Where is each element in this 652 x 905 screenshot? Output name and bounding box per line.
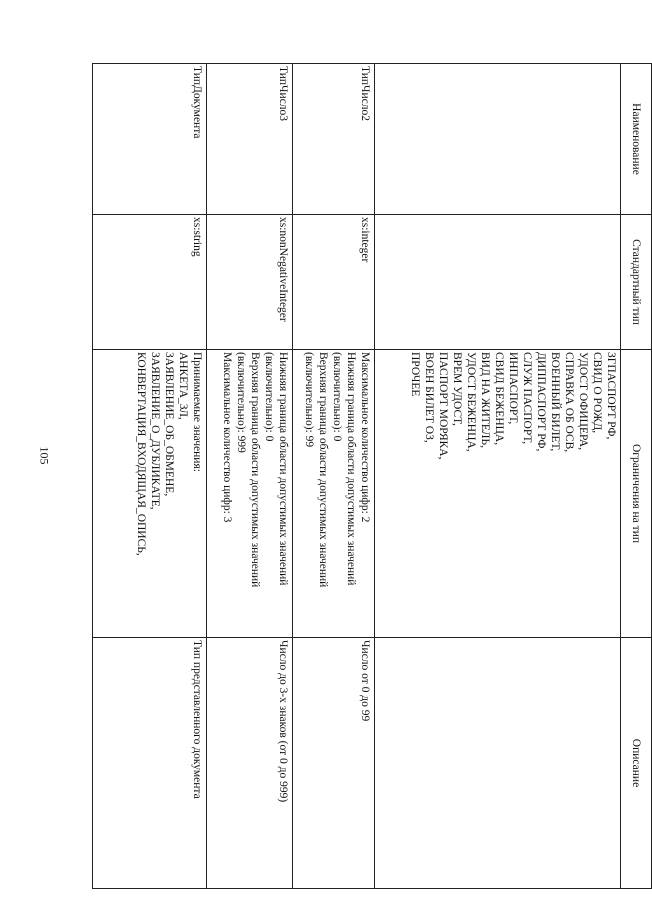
restriction-value: УДОСТ БЕЖЕНЦА, [465,352,477,452]
header-restrictions: Ограничения на тип [621,350,652,638]
cell-standard-type: xs:integer [293,215,375,350]
restriction-line: Нижняя граница области допустимых значений (включительно): 0 [331,352,357,586]
restriction-value: ИНПАСПОРТ, [507,352,519,425]
restriction-line: Максимальное количество цифр: 3 [221,352,233,523]
table-row [93,64,207,889]
table-header-row [621,64,652,889]
restriction-value: ВРЕМ УДОСТ, [451,352,463,426]
rotated-table-container [92,63,652,888]
cell-restrictions [207,350,293,638]
cell-standard-type: xs:string [93,215,207,350]
restriction-value: СЛУЖ ПАСПОРТ, [521,352,533,445]
cell-description: Число до 3-х знаков (от 0 до 999) [207,638,293,889]
type-restrictions-table [92,63,652,889]
header-description: Описание [621,638,652,889]
restriction-value: ВОЕННЫЙ БИЛЕТ, [549,352,561,452]
restriction-value: ДИППАСПОРТ РФ, [535,352,547,452]
restriction-line: Верхняя граница области допустимых значений (включительно): 99 [303,352,329,588]
restriction-value: СВИД БЕЖЕНЦА, [493,352,505,446]
restriction-value: ВОЕН БИЛЕТ ОЗ, [423,352,435,443]
restriction-value: СПРАВКА ОБ ОСВ, [563,352,575,453]
restriction-line: Нижняя граница области допустимых значений (включительно): 0 [263,352,289,586]
cell-description: Тип представленного документа [93,638,207,889]
restriction-line: ЗАЯВЛЕНИЕ_ОБ_ОБМЕНЕ, [163,352,175,497]
restriction-line: АНКЕТА_ЗЛ, [177,352,189,420]
table-row [293,64,375,889]
cell-standard-type: xs:nonNegativeInteger [207,215,293,350]
restriction-line: Верхняя граница области допустимых значений (включительно): 999 [235,352,261,588]
cell-name: ТипЧисло3 [207,64,293,215]
restriction-value: УДОСТ ОФИЦЕРА, [577,352,589,451]
cell-name-empty [375,64,621,215]
restriction-line: КОНВЕРТАЦИЯ_ВХОДЯЩАЯ_ОПИСЬ, [135,352,147,556]
restriction-value: ВИД НА ЖИТЕЛЬ, [479,352,491,448]
cell-name: ТипЧисло2 [293,64,375,215]
restriction-line: Принимаемые значения: [191,352,203,472]
restriction-line: ЗАЯВЛЕНИЕ_О_ДУБЛИКАТЕ, [149,352,161,510]
cell-name: ТипДокумента [93,64,207,215]
table-row-continued [375,64,621,889]
page-number: 105 [37,446,52,465]
table-row [207,64,293,889]
restriction-value: СВИД О РОЖД, [591,352,603,434]
header-name: Наименование [621,64,652,215]
restriction-value: ПРОЧЕЕ [409,352,421,397]
header-standard-type: Стандартный тип [621,215,652,350]
restriction-line: Максимальное количество цифр: 2 [359,352,371,523]
cell-description: Число от 0 до 99 [293,638,375,889]
cell-type-empty [375,215,621,350]
cell-restrictions [293,350,375,638]
cell-restrictions-list [375,350,621,638]
restriction-value: ПАСПОРТ МОРЯКА, [437,352,449,460]
cell-restrictions [93,350,207,638]
cell-description-empty [375,638,621,889]
restriction-value: ЗГПАСПОРТ РФ, [605,352,617,440]
